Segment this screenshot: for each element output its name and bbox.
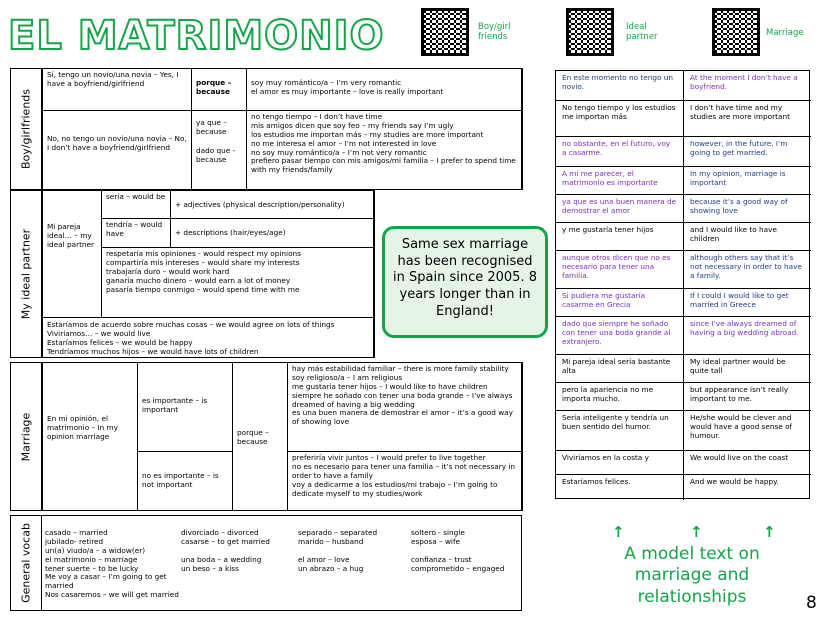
verb-1: respetaría mis opiniones - would respect my opinions bbox=[106, 249, 301, 258]
we-would-cell bbox=[42, 317, 375, 358]
vocab-item: un beso – a kiss bbox=[181, 563, 239, 573]
arrow-up-icon: ↑ bbox=[690, 523, 703, 541]
model-en-14: And we would be happy. bbox=[690, 477, 779, 486]
model-es-13: Viviríamos en la costa y bbox=[556, 451, 684, 474]
yaque-dadoque-cell bbox=[191, 110, 247, 190]
vocab-col-1 bbox=[45, 529, 180, 600]
boy-reason-2: el amor es muy importante – love is really important bbox=[251, 86, 444, 96]
table-row bbox=[556, 137, 811, 167]
general-vocab-heading: General vocab bbox=[11, 516, 42, 610]
boyfriends-heading: Boy/girlfriends bbox=[11, 69, 42, 189]
tendria-cell: tendría – would have bbox=[101, 218, 171, 248]
boy-reason-4: mis amigos dicen que soy feo – my friends say I’m ugly bbox=[251, 120, 454, 130]
vocab-item: divorciado – divorced bbox=[181, 528, 259, 537]
qr-code-ideal-partner[interactable] bbox=[566, 8, 614, 56]
marriage-reason-7: no es necesario para tener una familia – it’s not necessary in order to have a family bbox=[292, 461, 516, 480]
model-en-13: We would live on the coast bbox=[690, 453, 789, 462]
ideal-partner-heading: My ideal partner bbox=[11, 191, 42, 357]
marriage-reason-3: me gustaría tener hijos – I would like to have children bbox=[292, 381, 488, 391]
descriptions-cell: + descriptions (hair/eyes/age) bbox=[170, 218, 375, 248]
marriage-section bbox=[10, 362, 522, 511]
qr-label-ideal-partner: Ideal partner bbox=[626, 22, 658, 43]
table-row bbox=[556, 167, 811, 195]
vocab-item: marido – husband bbox=[298, 536, 364, 546]
model-es-10: Mi pareja ideal sería bastante alta bbox=[556, 355, 684, 382]
model-en-3: however, in the future, I’m going to get married. bbox=[690, 139, 788, 157]
page-title: EL MATRIMONIO bbox=[8, 13, 385, 59]
vocab-item: casado – married bbox=[45, 528, 108, 537]
ideal-partner-section bbox=[10, 190, 374, 358]
table-row bbox=[556, 289, 811, 317]
marriage-reason-5: es una buen manera de demostrar el amor – it’s a good way of showing love bbox=[292, 408, 513, 427]
verb-4: ganaría mucho dinero – would earn a lot of money bbox=[106, 275, 291, 285]
marriage-reason-2: soy religioso/a – I am religious bbox=[292, 372, 403, 382]
model-es-11: pero la apariencia no me importa mucho. bbox=[556, 383, 684, 410]
vocab-item: comprometido – engaged bbox=[411, 563, 505, 573]
vocab-col-4 bbox=[411, 529, 521, 574]
table-row bbox=[556, 195, 811, 223]
verb-5: pasaría tiempo conmigo – would spend time with me bbox=[106, 284, 300, 294]
marriage-reasons-1 bbox=[287, 362, 523, 452]
marriage-reason-4: siempre he soñado con tener una boda grande – I’ve always dreamed of having a big wedding bbox=[292, 390, 513, 409]
model-en-1: At the moment I don’t have a boyfriend. bbox=[690, 73, 798, 91]
no-es-importante-cell: no es importante – is not important bbox=[137, 451, 233, 511]
adjectives-cell: + adjectives (physical description/personality) bbox=[170, 190, 375, 219]
marriage-reason-6: preferiría vivir juntos – I would prefer to live together bbox=[292, 453, 486, 462]
boyfriends-section bbox=[10, 68, 522, 190]
model-text-table bbox=[555, 70, 810, 499]
vocab-item: tener suerte – to be lucky bbox=[45, 563, 139, 573]
marriage-porque-cell: porque – because bbox=[232, 362, 288, 511]
model-es-7: aunque otros dicen que no es necesario para tener una familia. bbox=[556, 251, 684, 288]
model-es-6: y me gustaría tener hijos bbox=[556, 223, 684, 250]
model-es-12: Sería inteligente y tendría un buen sentido del humor. bbox=[556, 411, 684, 450]
boy-reason-8: prefiero pasar tiempo con mis amigos/mi familia – I prefer to spend time with my friends/family bbox=[251, 156, 516, 175]
we-3: Estaríamos felices – we would be happy bbox=[47, 337, 193, 347]
model-en-11: but appearance isn’t really important to me. bbox=[690, 385, 789, 403]
marriage-heading: Marriage bbox=[11, 363, 42, 510]
general-vocab-section bbox=[10, 515, 522, 611]
arrow-up-icon: ↑ bbox=[763, 523, 776, 541]
vocab-item: jubilado- retired bbox=[45, 536, 104, 546]
boy-reason-7: no soy muy romántico/a – I’m not very romantic bbox=[251, 147, 427, 157]
model-en-2: I don’t have time and my studies are more important bbox=[690, 103, 790, 121]
porque-cell bbox=[191, 68, 247, 111]
boy-reason-5: los estudios me importan más – my studies are more important bbox=[251, 129, 484, 139]
table-row bbox=[556, 317, 811, 355]
no-boyfriend-cell: No, no tengo un novio/una novia – No, I don’t have a boyfriend/girlfriend bbox=[42, 110, 192, 190]
model-es-4: A mí me parecer, el matrimonio es importante bbox=[556, 167, 684, 194]
vocab-col-3 bbox=[298, 529, 408, 574]
marriage-reason-1: hay más estabilidad familiar – there is more family stability bbox=[292, 364, 509, 373]
verbs-cell bbox=[101, 247, 375, 318]
marriage-reason-8: voy a dedicarme a los estudios/mi trabajo – I’m going to dedicate myself to my studies/work bbox=[292, 479, 498, 498]
page-number: 8 bbox=[806, 593, 817, 613]
table-row bbox=[556, 475, 811, 500]
es-importante-cell: es importante – is important bbox=[137, 362, 233, 452]
vocab-item: Nos casaremos – we will get married bbox=[45, 590, 179, 600]
seria-cell: sería – would be bbox=[101, 190, 171, 219]
marriage-reasons-2 bbox=[287, 451, 523, 511]
qr-code-marriage[interactable] bbox=[712, 8, 760, 56]
model-es-9: dado que siempre he soñado con tener una boda grande al extranjero. bbox=[556, 317, 684, 354]
model-en-6: and I would like to have children bbox=[690, 225, 777, 243]
table-row bbox=[556, 355, 811, 383]
verb-3: trabajaría duro – would work hard bbox=[106, 266, 230, 276]
vocab-item: esposa – wife bbox=[411, 536, 461, 546]
table-row bbox=[556, 251, 811, 289]
model-en-5: because it’s a good way of showing love bbox=[690, 197, 788, 215]
model-en-10: My ideal partner would be quite tall bbox=[690, 357, 786, 375]
vocab-col-2 bbox=[181, 529, 291, 574]
model-en-8: If I could I would like to get married in Greece bbox=[690, 291, 789, 309]
verb-2: compartiría mis intereses – would share my interests bbox=[106, 257, 300, 267]
we-2: Viviríamos… – we would live bbox=[47, 328, 151, 338]
vocab-item: separado – separated bbox=[298, 528, 378, 537]
we-4: Tendríamos muchos hijos – we would have lots of children bbox=[47, 346, 259, 356]
boy-reason-1: soy muy romántico/a – I’m very romantic bbox=[251, 78, 402, 87]
model-en-9: since I’ve always dreamed of having a big wedding abroad. bbox=[690, 319, 799, 337]
boy-reason-6: no me interesa el amor – I’m not interested in love bbox=[251, 138, 437, 148]
model-es-1: En este momento no tengo un novio. bbox=[556, 71, 684, 100]
vocab-item: soltero - single bbox=[411, 528, 465, 537]
vocab-item: un(a) viudo/a – a widow(er) bbox=[45, 545, 146, 555]
table-row bbox=[556, 411, 811, 451]
boy-reasons-2 bbox=[246, 110, 523, 190]
porque-label: porque – because bbox=[196, 78, 232, 96]
model-en-7: although others say that it’s not necessary in order to have a family. bbox=[690, 253, 802, 280]
opinion-cell: En mi opinión, el matrimonio – In my opinion marriage bbox=[42, 362, 138, 511]
table-row bbox=[556, 223, 811, 251]
model-en-4: In my opinion, marriage is important bbox=[690, 169, 786, 187]
qr-label-boyfriends: Boy/girl friends bbox=[478, 22, 511, 43]
model-es-14: Estaríamos felices. bbox=[556, 475, 684, 500]
model-en-12: He/she would be clever and would have a good sense of humour. bbox=[690, 413, 793, 440]
vocab-item: un abrazo – a hug bbox=[298, 563, 364, 573]
table-row bbox=[556, 451, 811, 475]
boy-reason-3: no tengo tiempo – I don’t have time bbox=[251, 112, 383, 121]
qr-code-boyfriends[interactable] bbox=[421, 8, 469, 56]
same-sex-marriage-note: Same sex marriage has been recognised in Spain since 2005. 8 years longer than in England! bbox=[382, 226, 548, 338]
vocab-item: confianza – trust bbox=[411, 554, 472, 564]
table-row bbox=[556, 71, 811, 101]
dadoque-label: dado que - because bbox=[196, 145, 236, 164]
we-1: Estaríamos de acuerdo sobre muchas cosas – we would agree on lots of things bbox=[47, 320, 335, 329]
mi-pareja-cell: Mi pareja ideal… – my ideal partner bbox=[42, 190, 102, 318]
vocab-item: casarse – to get married bbox=[181, 536, 270, 546]
model-es-2: No tengo tiempo y los estudios me importan más bbox=[556, 101, 684, 136]
vocab-item: Me voy a casar – I’m going to get married bbox=[45, 572, 167, 591]
model-es-5: ya que es una buen manera de demostrar el amor bbox=[556, 195, 684, 222]
vocab-item: el matrimonio – marriage bbox=[45, 554, 138, 564]
model-es-3: no obstante, en el futuro, voy a casarme. bbox=[556, 137, 684, 166]
model-es-8: Si pudiera me gustaría casarme en Grecia bbox=[556, 289, 684, 316]
qr-label-marriage: Marriage bbox=[766, 28, 804, 38]
model-text-label: A model text on marriage and relationships bbox=[624, 544, 760, 607]
yes-boyfriend-cell: Sí, tengo un novio/una novia – Yes, I have a boyfriend/girlfriend bbox=[42, 68, 192, 111]
arrow-up-icon: ↑ bbox=[612, 523, 625, 541]
table-row bbox=[556, 383, 811, 411]
table-row bbox=[556, 101, 811, 137]
vocab-item: una boda – a wedding bbox=[181, 554, 262, 564]
yaque-label: ya que – because bbox=[196, 118, 227, 136]
boy-reasons-1 bbox=[246, 68, 523, 111]
vocab-item: el amor – love bbox=[298, 554, 350, 564]
